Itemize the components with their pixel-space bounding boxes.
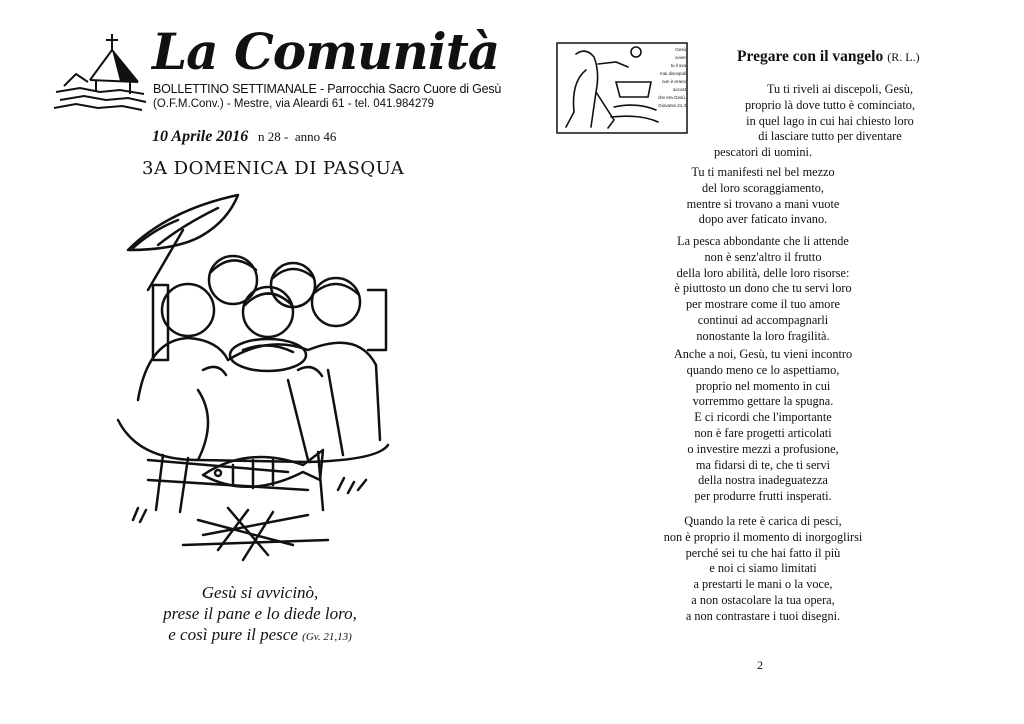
side-text-line: accost (672, 87, 686, 92)
poem-stanza-3 (643, 234, 883, 345)
poem-line: per mostrare come il tuo amore (686, 297, 840, 312)
poem-line: non è senz'altro il frutto (704, 249, 822, 264)
poem-line: della loro abilità, delle loro risorse: (676, 265, 850, 280)
side-text-line: non è erano (661, 79, 686, 84)
poem-line: La pesca abbondante che li attende (677, 234, 849, 248)
poem-line: continui ad accompagnarli (697, 312, 829, 327)
poem-line: quando meno ce lo aspettiamo, (686, 362, 840, 377)
poem-line: E ci ricordi che l'importante (694, 410, 832, 425)
poem-line: Quando la rete è carica di pesci, (684, 514, 842, 528)
church-logo-icon (50, 30, 150, 115)
side-illustration (556, 42, 688, 134)
poem-stanza-4 (643, 347, 883, 505)
poem-line: in quel lago in cui hai chiesto loro (746, 113, 914, 128)
poem-line: e noi ci siamo limitati (709, 561, 817, 576)
side-text-line: ovver (674, 55, 686, 60)
caption-reference: (Gv. 21,13) (302, 631, 352, 643)
side-text-line: che era Gesù. (657, 95, 686, 100)
article-title: Pregare con il vangelo (737, 48, 884, 65)
side-text-line: mai discepoli (659, 71, 686, 76)
scripture-caption (110, 582, 410, 648)
poem-stanza-5 (643, 514, 883, 625)
side-text-line: Gesù (675, 47, 686, 52)
side-text-line: tu li sva (670, 63, 686, 68)
poem-line: proprio nel momento in cui (695, 378, 831, 393)
poem-line: Anche a noi, Gesù, tu vieni incontro (673, 347, 853, 361)
poem-line: proprio là dove tutto è cominciato, (744, 97, 916, 112)
issue-year: anno 46 (294, 129, 337, 144)
poem-line: del loro scoraggiamento, (702, 180, 824, 195)
poem-line: Tu ti riveli ai discepoli, Gesù, (766, 82, 914, 96)
issue-line (152, 128, 336, 146)
side-text-line: Giovanni 21,4 (658, 103, 686, 108)
poem-line: a prestarti le mani o la voce, (693, 577, 833, 592)
poem-line: non è fare progetti articolati (694, 425, 832, 440)
poem-line: o investire mezzi a profusione, (687, 441, 839, 456)
sunday-title: 3A DOMENICA DI PASQUA (142, 158, 405, 179)
jesus-breakfast-illustration (108, 190, 398, 575)
masthead-title: La Comunità (152, 22, 500, 81)
poem-line: mentre si trovano a mani vuote (686, 196, 840, 211)
poem-line: a non ostacolare la tua opera, (691, 592, 835, 607)
poem-line: non è proprio il momento di inorgoglirsi (663, 529, 863, 544)
caption-line-2: prese il pane e lo diede loro, (163, 604, 357, 623)
issue-date: 10 Aprile 2016 (152, 128, 249, 145)
poem-line: nonostante la loro fragilità. (696, 328, 830, 343)
page-number: 2 (757, 658, 763, 672)
poem-line: perché sei tu che hai fatto il più (685, 545, 841, 560)
caption-line-3-wrapper (110, 624, 410, 648)
caption-line-1: Gesù si avvicinò, (201, 583, 319, 602)
poem-line: pescatori di uomini. (714, 145, 813, 160)
poem-line: Tu ti manifesti nel bel mezzo (691, 165, 835, 179)
poem-line: per produrre frutti insperati. (694, 489, 832, 504)
side-illustration-text (656, 46, 686, 110)
article-author: (R. L.) (887, 50, 920, 64)
poem-stanza-2 (643, 165, 883, 228)
article-heading (737, 48, 920, 66)
poem-stanza-1 (700, 82, 960, 161)
poem-line: a non contrastare i tuoi disegni. (685, 608, 841, 623)
caption-line-3: e così pure il pesce (168, 625, 298, 644)
poem-line: è piuttosto un dono che tu servi loro (674, 281, 852, 296)
masthead-address: (O.F.M.Conv.) - Mestre, via Aleardi 61 - tel. 041.984279 (153, 98, 435, 110)
issue-number: n 28 - (258, 129, 289, 144)
poem-line: vorremmo gettare la spugna. (692, 394, 834, 409)
poem-line: dopo aver faticato invano. (698, 212, 828, 227)
poem-line: ma fidarsi di te, che ti servi (695, 457, 831, 472)
poem-line: della nostra inadeguatezza (698, 473, 828, 488)
poem-line: di lasciare tutto per diventare (758, 129, 902, 144)
masthead-subtitle: BOLLETTINO SETTIMANALE - Parrocchia Sacro Cuore di Gesù (153, 82, 502, 96)
